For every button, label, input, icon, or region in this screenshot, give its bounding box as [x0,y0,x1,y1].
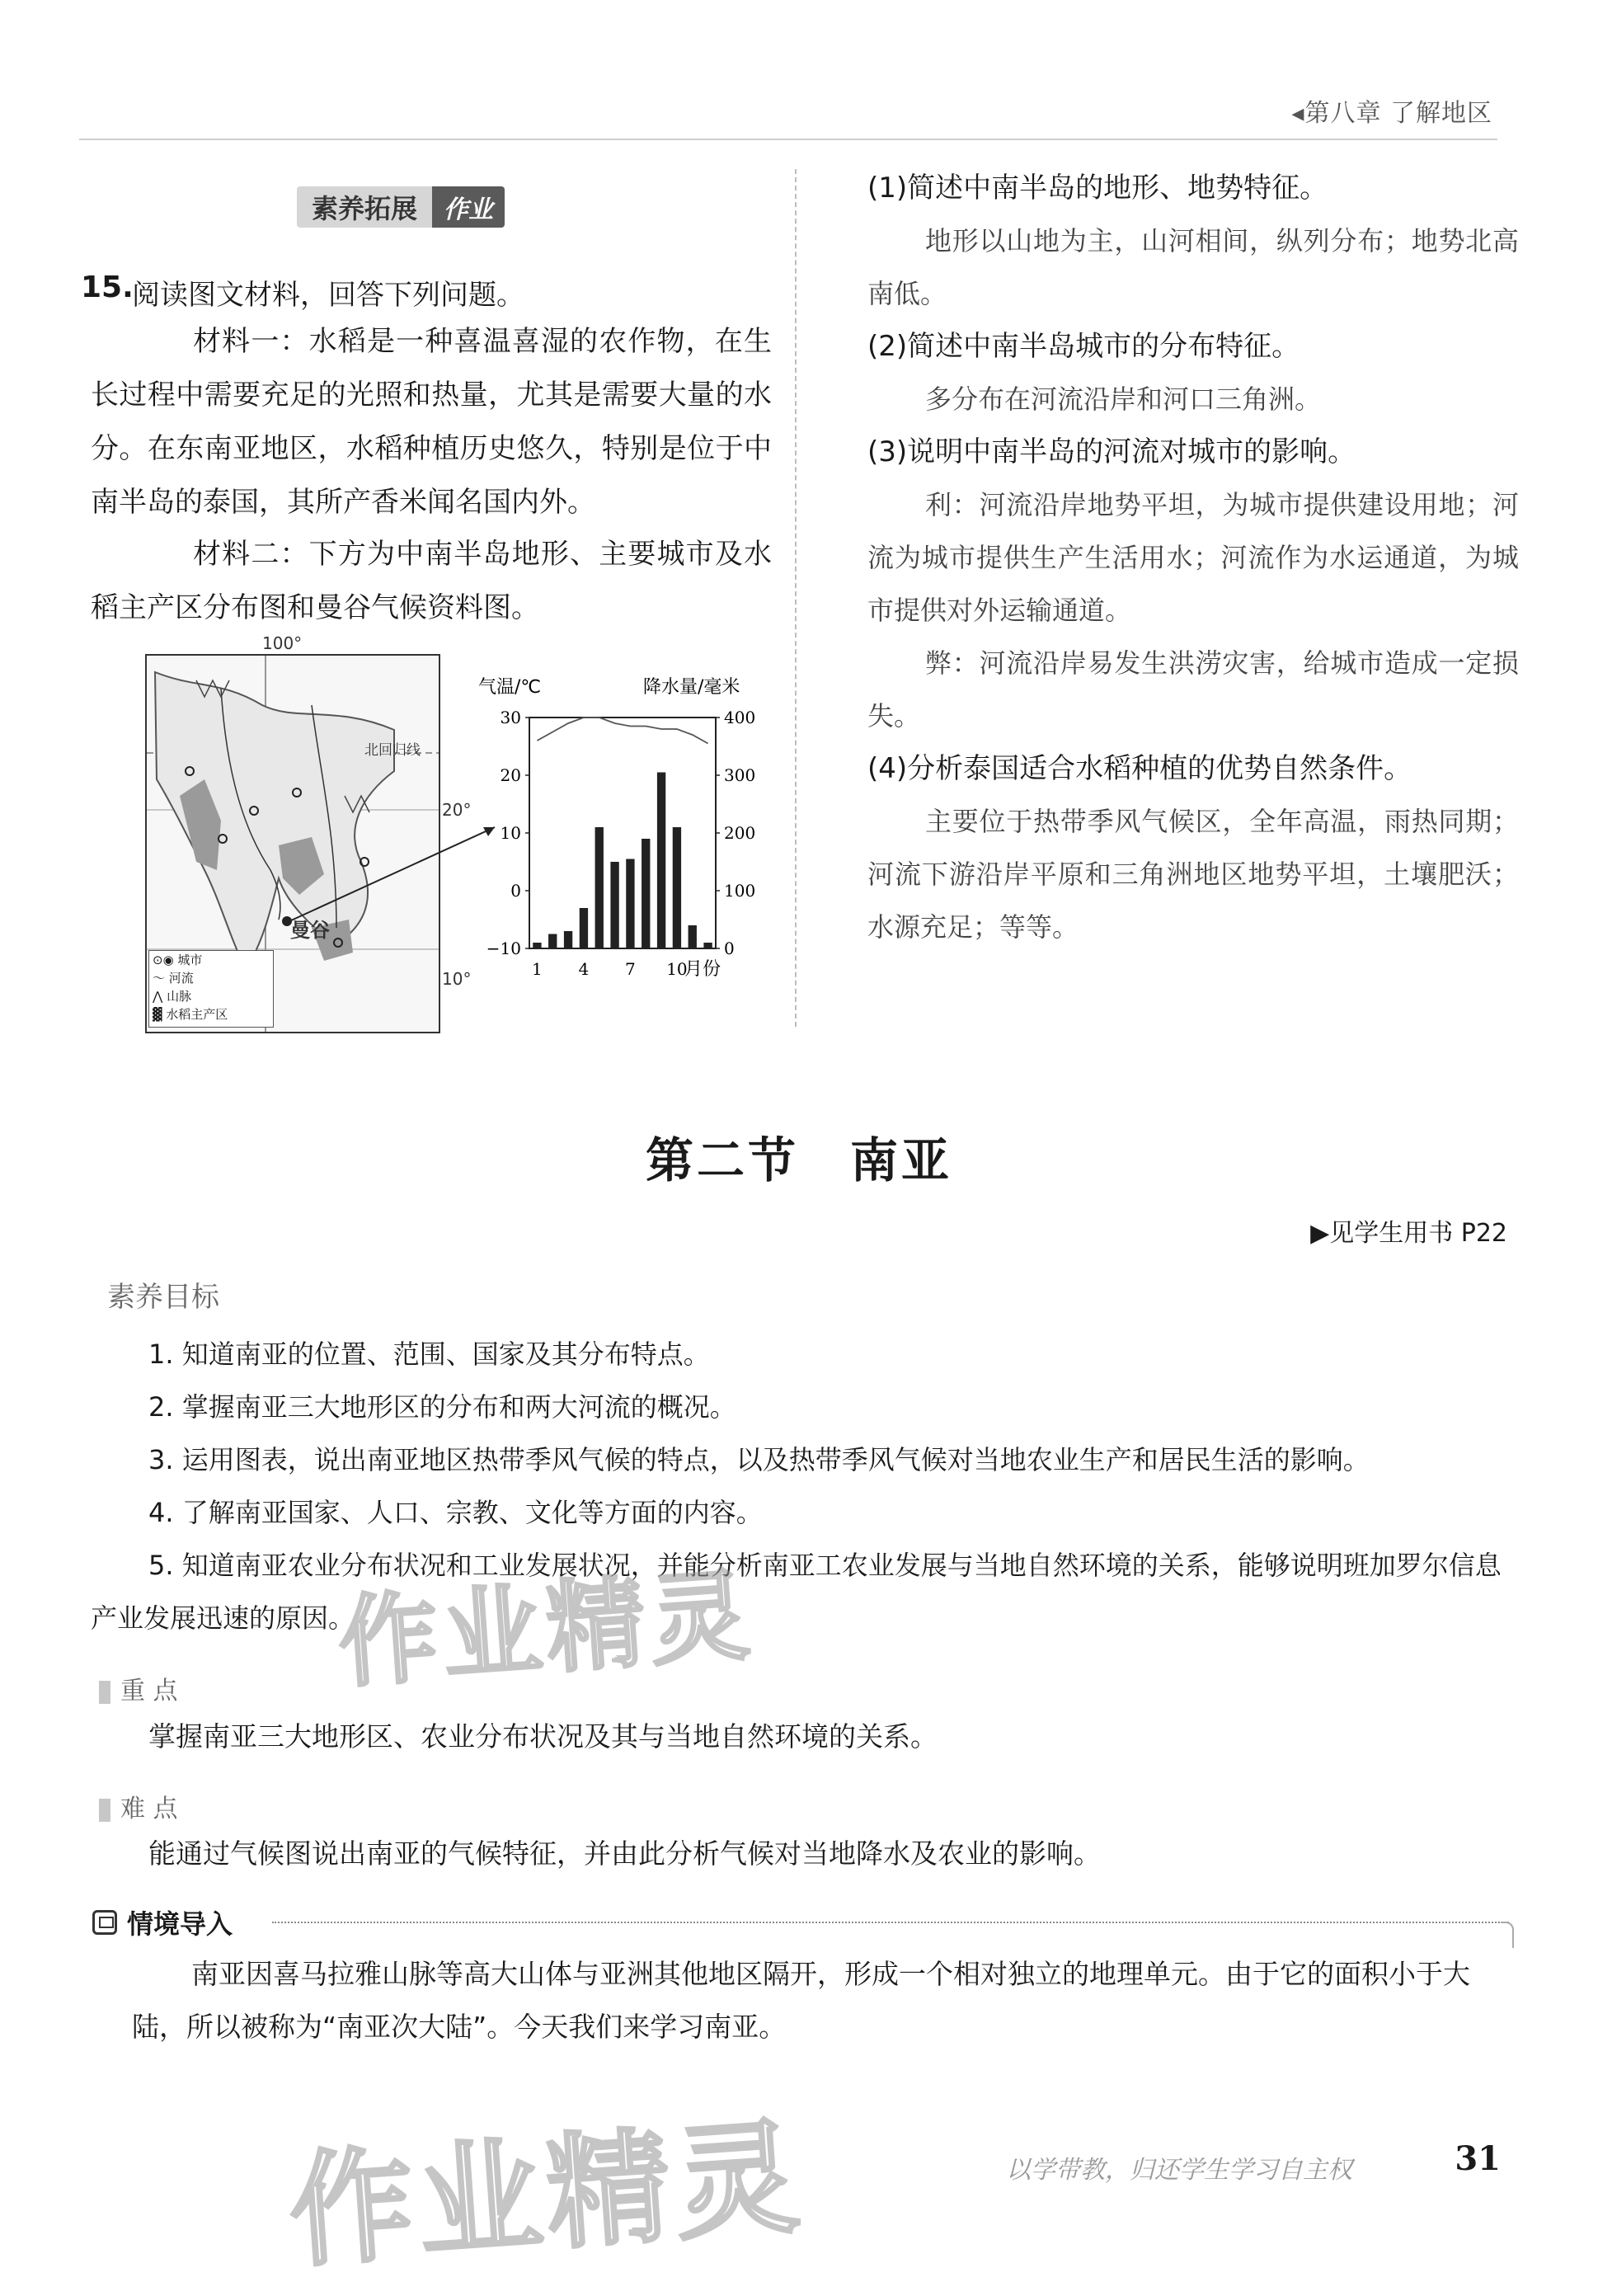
sub-question-1: (1)简述中南半岛的地形、地势特征。 [867,172,1328,205]
month-tick-label: 10 [666,959,688,979]
month-tick-label: 4 [578,959,590,979]
precip-bar [548,934,557,949]
answer-3-pros: 利：河流沿岸地势平坦，为城市提供建设用地；河流为城市提供生产生活用水；河流作为水运通道，为城市提供对外运输通道。 [867,489,1519,626]
temp-tick-label: 30 [500,708,521,727]
section-tag-main: 素养拓展 [297,186,432,228]
goals-title: 素养目标 [107,1281,219,1314]
sub-question-3: (3)说明中南半岛的河流对城市的影响。 [867,435,1356,468]
watermark: 作业精灵 [284,2105,809,2285]
precip-bar [642,839,650,948]
question-number: 15. [81,271,134,304]
precip-bar [657,773,665,949]
intro-title: 情境导入 [127,1908,233,1940]
sub-question-2: (2)简述中南半岛城市的分布特征。 [867,330,1300,363]
precip-tick-label: 200 [724,823,756,843]
legend-mountain: ⋀ 山脉 [153,989,192,1004]
month-tick-label: 7 [625,959,636,979]
plot-frame [529,718,716,948]
temp-axis-label: 气温/℃ [478,677,542,698]
material-two: 材料二：下方为中南半岛地形、主要城市及水稻主产区分布图和曼谷气候资料图。 [91,538,772,624]
goal-item: 5. 知道南亚农业分布状况和工业发展状况，并能分析南亚工农业发展与当地自然环境的关系，能够说明班加罗尔信息产业发展迅速的原因。 [91,1550,1502,1634]
section-title: 第二节 南亚 [645,1132,952,1188]
lat-10-label: 10° [442,969,472,989]
difficult-points-title: 难 点 [99,1788,178,1824]
bangkok-climate-chart [462,668,759,998]
question-prompt: 阅读图文材料，回答下列问题。 [132,279,524,312]
chapter-header: ◂第八章 了解地区 [1291,99,1492,128]
difficult-points-text: 能通过气候图说出南亚的气候特征，并由此分析气候对当地降水及农业的影响。 [148,1837,1101,1870]
temp-tick-label: 20 [500,765,521,785]
intro-divider [272,1922,1509,1923]
lat-20-label: 20° [442,800,472,820]
goal-item: 4. 了解南亚国家、人口、宗教、文化等方面的内容。 [148,1497,763,1528]
precip-bar [689,925,697,948]
precip-axis-label: 降水量/毫米 [643,677,740,698]
key-points-bar [99,1681,110,1704]
watermark: 作业精灵 [335,1558,758,1702]
sub-question-4: (4)分析泰国适合水稻种植的优势自然条件。 [867,752,1412,785]
answer-3-cons: 弊：河流沿岸易发生洪涝灾害，给城市造成一定损失。 [867,647,1519,732]
intro-corner [1501,1922,1514,1948]
temp-tick-label: 0 [510,881,521,901]
intro-text: 南亚因喜马拉雅山脉等高大山体与亚洲其他地区隔开，形成一个相对独立的地理单元。由于它的面积小于大陆，所以被称为“南亚次大陆”。今天我们来学习南亚。 [132,1958,1470,2043]
precip-bar [610,862,618,948]
answer-1: 地形以山地为主，山河相间，纵列分布；地势北高南低。 [867,225,1519,309]
precip-tick-label: 0 [724,939,735,958]
legend-river: 〜 河流 [153,971,194,986]
bangkok-label: 曼谷 [290,919,330,942]
goal-item: 3. 运用图表，说出南亚地区热带季风气候的特点，以及热带季风气候对当地农业生产和居民生活的影响。 [148,1444,1370,1475]
longitude-label: 100° [262,633,303,653]
precip-tick-label: 300 [724,765,756,785]
legend-rice: ▓ 水稻主产区 [153,1007,228,1022]
precip-bar [580,908,588,948]
material-one: 材料一：水稻是一种喜温喜湿的农作物，在生长过程中需要充足的光照和热量，尤其是需要大量的水分。在东南亚地区，水稻种植历史悠久，特别是位于中南半岛的泰国，其所产香米闻名国内外。 [91,325,772,519]
precip-bar [595,827,604,948]
student-book-reference[interactable]: ▶见学生用书 P22 [1310,1219,1507,1248]
precip-tick-label: 400 [724,708,756,727]
difficult-points-bar [99,1799,110,1822]
x-axis-unit: 月份 [684,959,721,980]
key-points-title: 重 点 [99,1670,178,1706]
temp-tick-label: 10 [500,823,521,843]
precip-bar [564,931,572,948]
temp-tick-label: −10 [486,939,521,958]
tropic-label: 北回归线 [364,742,421,759]
month-tick-label: 1 [532,959,543,979]
intro-icon [92,1910,117,1935]
answer-2: 多分布在河流沿岸和河口三角洲。 [925,383,1322,415]
legend-city: ⊙◉ 城市 [153,953,203,967]
temperature-curve [537,718,707,744]
precip-bar [626,859,634,949]
section-tag-sub: 作业 [432,186,505,228]
goal-item: 2. 掌握南亚三大地形区的分布和两大河流的概况。 [148,1391,736,1423]
footer-motto: 以学带教，归还学生学习自主权 [1006,2156,1352,2185]
answers-column [867,162,1519,953]
precip-bar [533,943,541,948]
intro-heading [92,1903,233,1941]
answer-4: 主要位于热带季风气候区，全年高温，雨热同期；河流下游沿岸平原和三角洲地区地势平坦，土壤肥沃；水源充足；等等。 [867,806,1519,943]
key-points-text: 掌握南亚三大地形区、农业分布状况及其与当地自然环境的关系。 [148,1720,938,1753]
precip-tick-label: 100 [724,881,756,901]
precip-bar [673,827,681,948]
page-number: 31 [1455,2139,1501,2178]
precip-bar [703,943,712,948]
goal-item: 1. 知道南亚的位置、范围、国家及其分布特点。 [148,1339,710,1370]
